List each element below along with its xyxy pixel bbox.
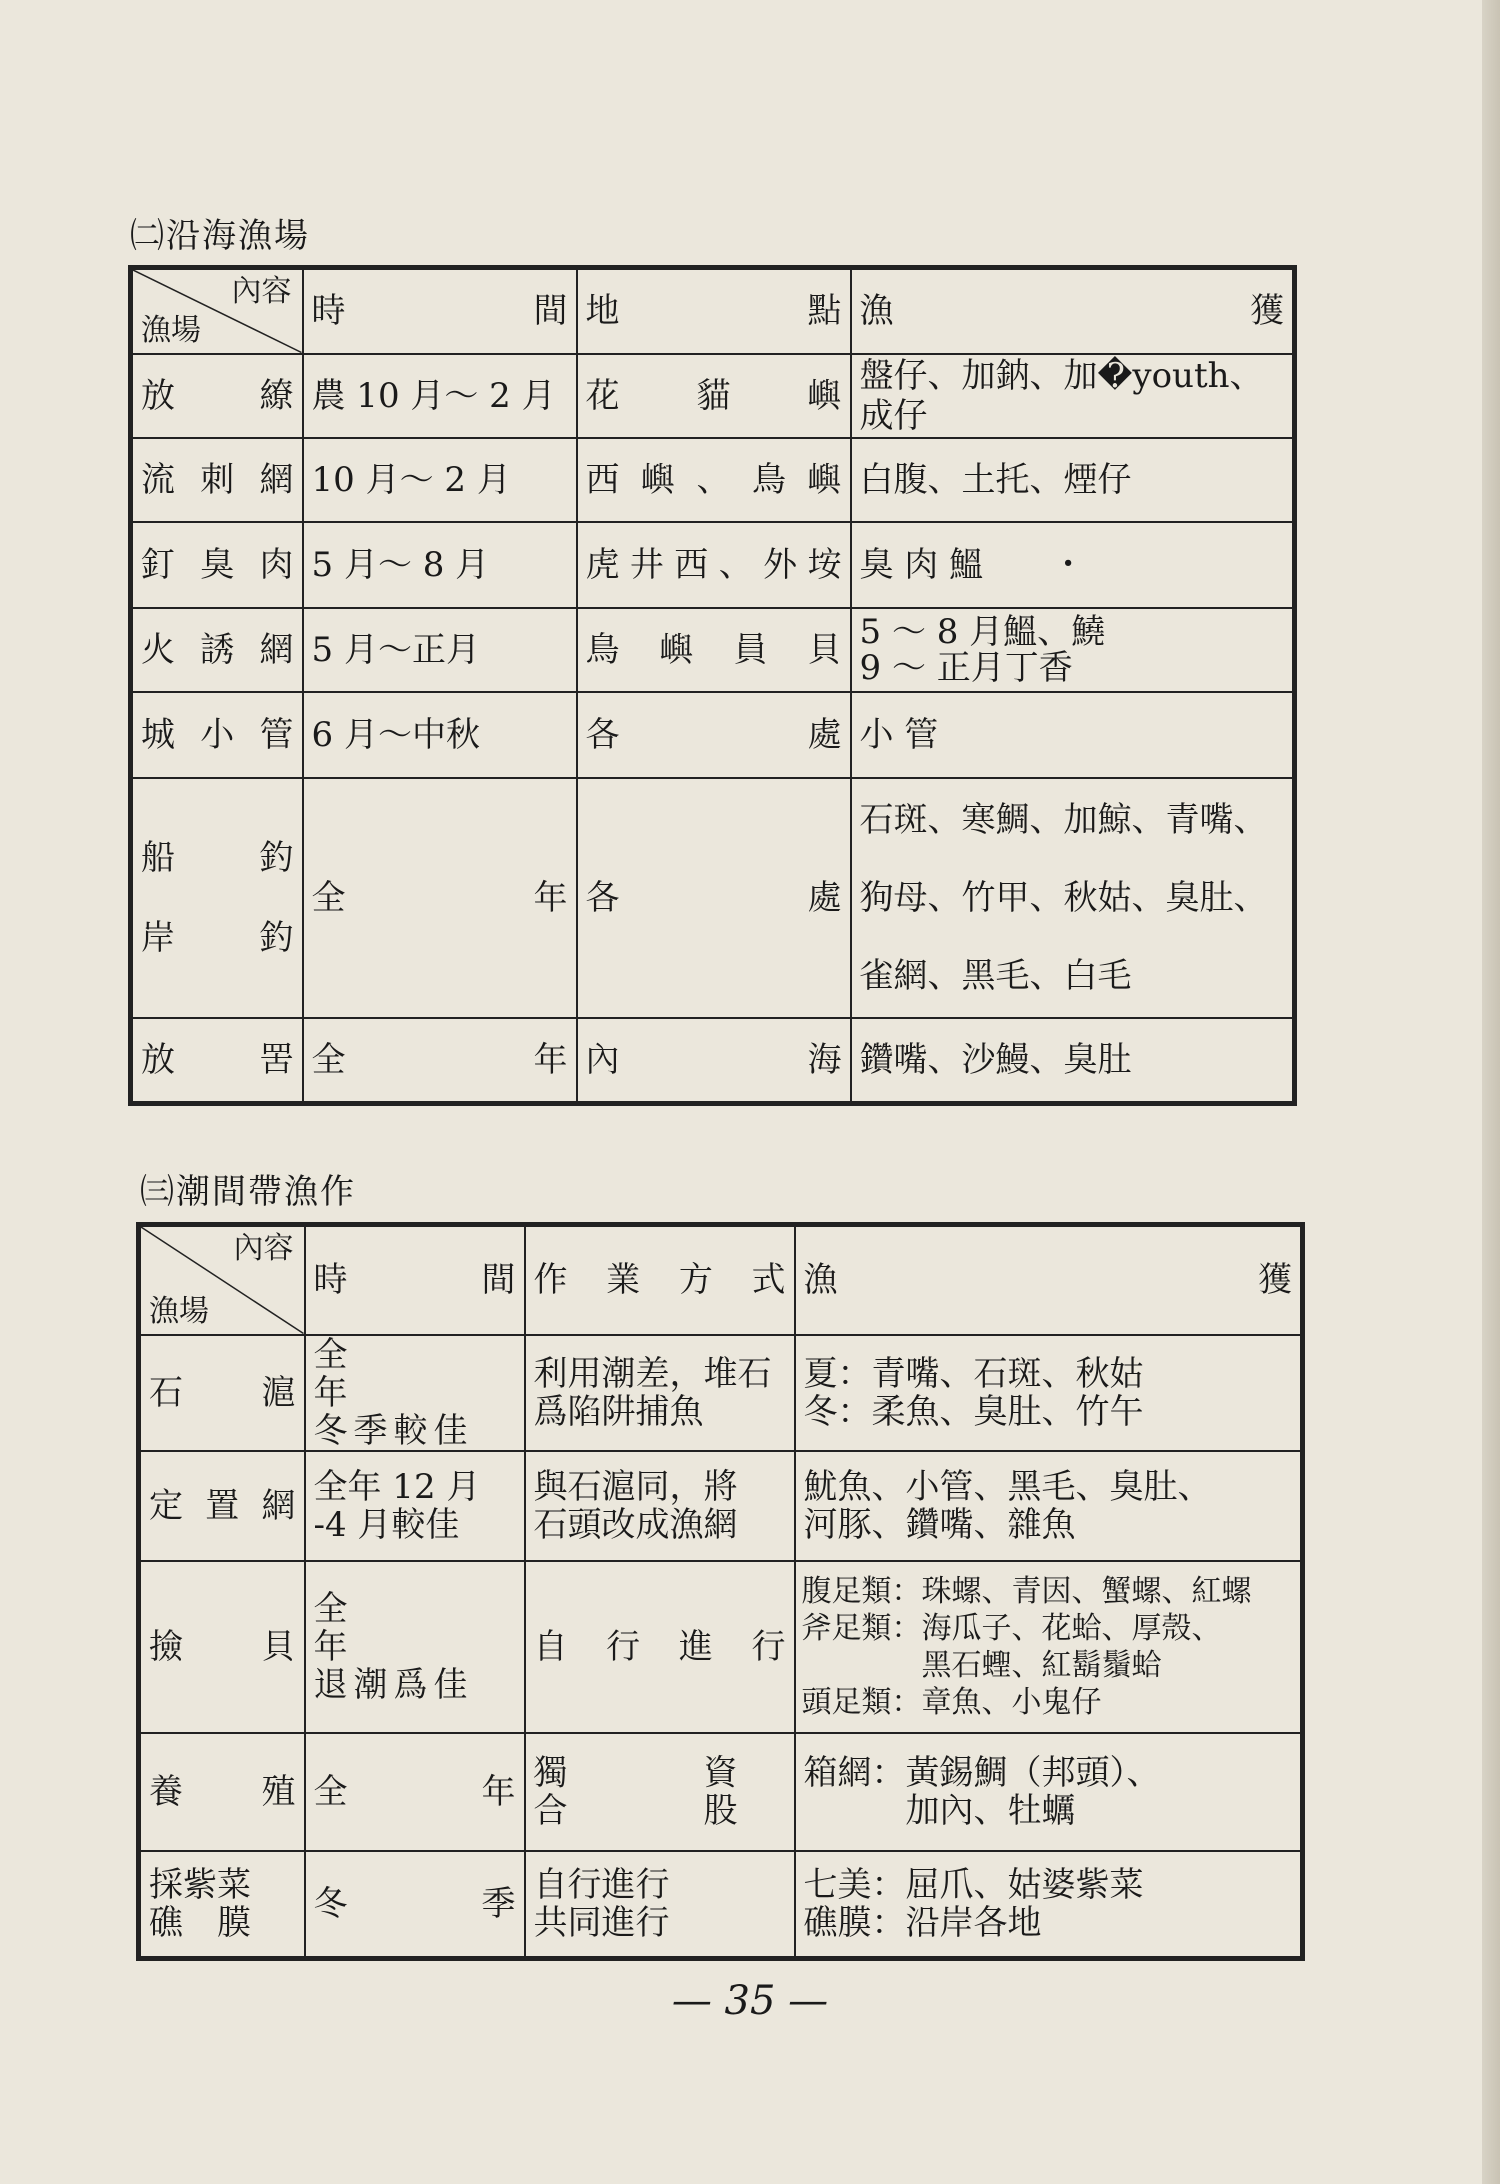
header-corner-cell (131, 268, 303, 354)
section-title-coastal-fishing-grounds: ㈡沿海漁場 (130, 216, 310, 256)
time-cell: 10 月～ 2 月 (303, 438, 577, 522)
time-cell: 全 年 退潮爲佳 (305, 1561, 525, 1733)
header-corner-cell (139, 1225, 305, 1335)
place-cell: 內海 (577, 1018, 851, 1104)
place-cell: 各處 (577, 778, 851, 1018)
time-cell: 農 10 月～ 2 月 (303, 354, 577, 438)
time-cell: 5 月～正月 (303, 608, 577, 692)
ground-cell: 養殖 (139, 1733, 305, 1851)
ground-cell: 石滬 (139, 1335, 305, 1451)
method-cell: 獨 資 合 股 (525, 1733, 795, 1851)
table-row (131, 692, 1295, 778)
place-cell: 花貓嶼 (577, 354, 851, 438)
catch-cell: 小 管 (851, 692, 1295, 778)
place-cell: 鳥嶼員貝 (577, 608, 851, 692)
ground-cell: 放繚 (131, 354, 303, 438)
ground-cell: 放罟 (131, 1018, 303, 1104)
time-cell: 全年 (303, 778, 577, 1018)
time-cell: 全年 (305, 1733, 525, 1851)
table-row (131, 438, 1295, 522)
corner-content-label: 內容 (231, 274, 292, 309)
catch-cell: 5 ～ 8 月鰮、鱙 9 ～ 正月丁香 (851, 608, 1295, 692)
place-cell: 虎井西、外垵 (577, 522, 851, 608)
coastal-fishing-table (128, 265, 1297, 1106)
page-number: — 35 — (671, 1978, 829, 2024)
method-cell: 自行進行 共同進行 (525, 1851, 795, 1959)
ground-cell: 城小管 (131, 692, 303, 778)
table-row (131, 522, 1295, 608)
ground-cell: 釘臭肉 (131, 522, 303, 608)
time-cell: 全 年 冬季較佳 (305, 1335, 525, 1451)
catch-cell: 魷魚、小管、黑毛、臭肚、 河豚、鑽嘴、雜魚 (795, 1451, 1303, 1561)
ground-cell: 流刺網 (131, 438, 303, 522)
method-cell: 自行進行 (525, 1561, 795, 1733)
table-row (139, 1851, 1303, 1959)
catch-cell: 腹足類：珠螺、青因、蟹螺、紅螺 斧足類：海瓜子、花蛤、厚殼、 黑石蟶、紅鬍鬚蛤 頭足類：章魚、小鬼仔 (795, 1561, 1303, 1733)
header-catch: 漁獲 (851, 268, 1295, 354)
table-row (131, 1018, 1295, 1104)
section-title-intertidal-fishing: ㈢潮間帶漁作 (140, 1172, 356, 1212)
ground-cell: 火誘網 (131, 608, 303, 692)
corner-ground-label: 漁場 (149, 1293, 209, 1329)
page-edge (1482, 0, 1500, 2184)
header-place: 地點 (577, 268, 851, 354)
time-cell: 6 月～中秋 (303, 692, 577, 778)
header-method: 作業方式 (525, 1225, 795, 1335)
time-cell: 全年 (303, 1018, 577, 1104)
corner-ground-label: 漁場 (141, 312, 201, 348)
catch-cell: 鑽嘴、沙鰻、臭肚 (851, 1018, 1295, 1104)
time-cell: 5 月～ 8 月 (303, 522, 577, 608)
catch-cell: 盤仔、加鈉、加�youth、成仔 (851, 354, 1295, 438)
table-row (131, 354, 1295, 438)
place-cell: 西嶼、鳥嶼 (577, 438, 851, 522)
table-row (139, 1335, 1303, 1451)
catch-cell: 石斑、寒鯛、加鯨、青嘴、 狗母、竹甲、秋姑、臭肚、 雀網、黑毛、白毛 (851, 778, 1295, 1018)
table-row (131, 608, 1295, 692)
time-cell: 全年 12 月 -4 月較佳 (305, 1451, 525, 1561)
table-row (139, 1561, 1303, 1733)
catch-cell: 七美：屈爪、姑婆紫菜 礁膜：沿岸各地 (795, 1851, 1303, 1959)
intertidal-fishing-table (136, 1222, 1305, 1961)
catch-cell: 白腹、土托、煙仔 (851, 438, 1295, 522)
header-time: 時間 (305, 1225, 525, 1335)
header-time: 時間 (303, 268, 577, 354)
method-cell: 利用潮差，堆石 爲陷阱捕魚 (525, 1335, 795, 1451)
catch-cell: 臭 肉 鰮 ・ (851, 522, 1295, 608)
table-row (139, 1451, 1303, 1561)
ground-cell: 船釣 岸釣 (131, 778, 303, 1018)
ground-cell: 採紫菜 礁 膜 (139, 1851, 305, 1959)
place-cell: 各處 (577, 692, 851, 778)
catch-cell: 箱網：黃錫鯛（邦頭）、 加內、牡蠣 (795, 1733, 1303, 1851)
ground-cell: 撿貝 (139, 1561, 305, 1733)
method-cell: 與石滬同，將 石頭改成漁網 (525, 1451, 795, 1561)
ground-cell: 定置網 (139, 1451, 305, 1561)
table-row (139, 1733, 1303, 1851)
corner-content-label: 內容 (233, 1231, 294, 1266)
table-row (131, 778, 1295, 1018)
catch-cell: 夏：青嘴、石斑、秋姑 冬：柔魚、臭肚、竹午 (795, 1335, 1303, 1451)
header-catch: 漁獲 (795, 1225, 1303, 1335)
time-cell: 冬季 (305, 1851, 525, 1959)
